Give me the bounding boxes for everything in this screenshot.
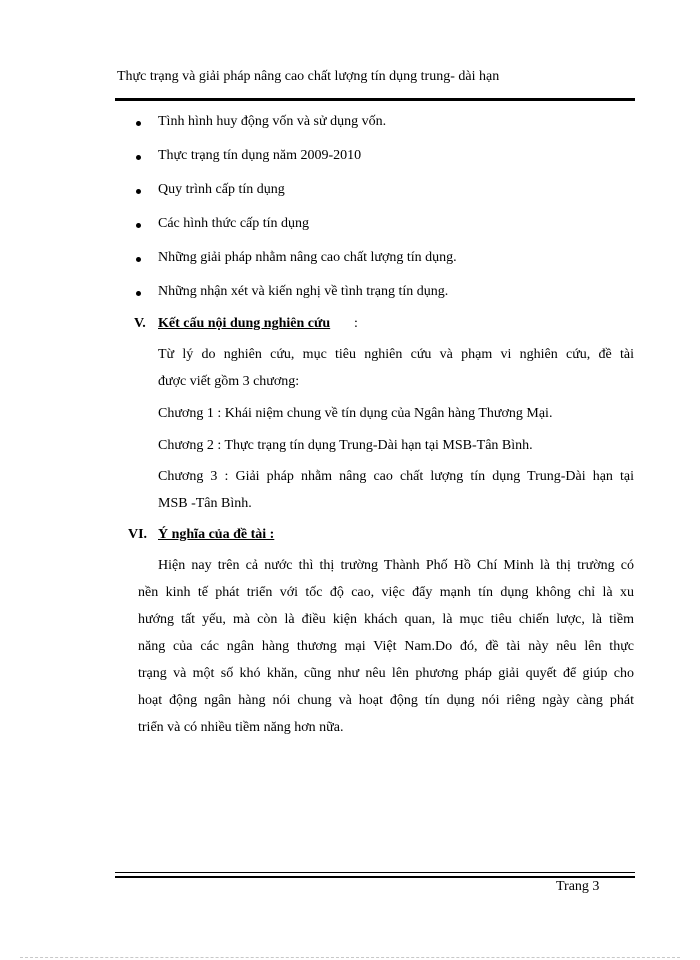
list-item: Tình hình huy động vốn và sử dụng vốn. bbox=[158, 114, 387, 129]
paragraph-line: nền kinh tế phát triển với tốc độ cao, việc đẩy mạnh tín dụng không chỉ là xu bbox=[138, 585, 634, 600]
page-number: Trang 3 bbox=[556, 879, 600, 894]
paragraph-line: Hiện nay trên cả nước thì thị trường Thành Phố Hồ Chí Minh là thị trường có bbox=[158, 558, 634, 573]
paragraph-line: hướng tất yếu, mà còn là điều kiện khách quan, là mục tiêu chiến lược, là tiềm bbox=[138, 612, 634, 627]
chapter-line: MSB -Tân Bình. bbox=[158, 496, 252, 511]
chapter-line: Chương 1 : Khái niệm chung về tín dụng của Ngân hàng Thương Mại. bbox=[158, 406, 553, 421]
section-number: V. bbox=[134, 316, 146, 331]
list-item: Những nhận xét và kiến nghị về tình trạng tín dụng. bbox=[158, 284, 449, 299]
section-heading: Kết cấu nội dung nghiên cứu bbox=[158, 316, 331, 331]
paragraph-line: trạng và một số khó khăn, cũng như nêu lên phương pháp giải quyết để giúp cho bbox=[138, 666, 634, 681]
list-item: Thực trạng tín dụng năm 2009-2010 bbox=[158, 148, 362, 163]
list-item: Những giải pháp nhằm nâng cao chất lượng tín dụng. bbox=[158, 250, 457, 265]
bullet-icon bbox=[136, 155, 141, 160]
chapter-line: Chương 3 : Giải pháp nhằm nâng cao chất lượng tín dụng Trung-Dài hạn tại bbox=[158, 469, 634, 484]
header-rule bbox=[115, 98, 635, 101]
paragraph-line: năng của các ngân hàng thương mại Việt Nam.Do đó, đề tài này nêu lên thực bbox=[138, 639, 634, 654]
bullet-icon bbox=[136, 121, 141, 126]
section-heading: Ý nghĩa của đề tài : bbox=[158, 527, 275, 542]
bullet-icon bbox=[136, 257, 141, 262]
running-header-title: Thực trạng và giải pháp nâng cao chất lượng tín dụng trung- dài hạn bbox=[117, 69, 500, 84]
paragraph-line: được viết gồm 3 chương: bbox=[158, 374, 300, 389]
footer-rule bbox=[115, 872, 635, 873]
page-break-divider bbox=[20, 957, 680, 958]
section-heading-colon: : bbox=[354, 316, 358, 331]
paragraph-line: hoạt động ngân hàng nói chung và hoạt động tín dụng nói riêng ngày càng phát bbox=[138, 693, 634, 708]
list-item: Các hình thức cấp tín dụng bbox=[158, 216, 310, 231]
bullet-icon bbox=[136, 291, 141, 296]
bullet-icon bbox=[136, 189, 141, 194]
list-item: Quy trình cấp tín dụng bbox=[158, 182, 285, 197]
paragraph-line: Từ lý do nghiên cứu, mục tiêu nghiên cứu và phạm vi nghiên cứu, đề tài bbox=[158, 347, 634, 362]
chapter-line: Chương 2 : Thực trạng tín dụng Trung-Dài hạn tại MSB-Tân Bình. bbox=[158, 438, 533, 453]
section-number: VI. bbox=[128, 527, 148, 542]
footer-rule bbox=[115, 876, 635, 878]
bullet-icon bbox=[136, 223, 141, 228]
paragraph-line: triển và có nhiều tiềm năng hơn nữa. bbox=[138, 720, 344, 735]
